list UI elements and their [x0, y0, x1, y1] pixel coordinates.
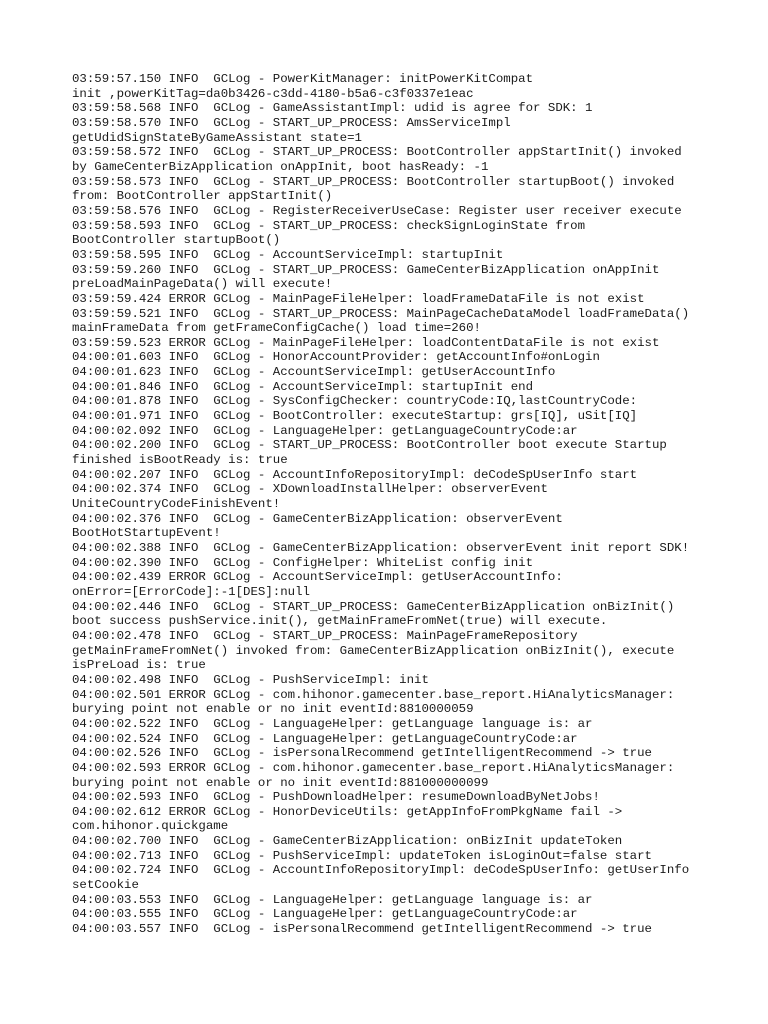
log-entry	[72, 263, 689, 292]
log-line: 04:00:02.522 INFO GCLog - LanguageHelper: getLanguage language is: ar	[72, 716, 593, 731]
log-line: 04:00:01.623 INFO GCLog - AccountServiceImpl: getUserAccountInfo	[72, 365, 556, 380]
log-line: 04:00:02.374 INFO GCLog - XDownloadInstallHelper: observerEvent	[72, 482, 548, 497]
log-line: 04:00:02.092 INFO GCLog - LanguageHelper: getLanguageCountryCode:ar	[72, 423, 578, 438]
log-line: 03:59:59.424 ERROR GCLog - MainPageFileHelper: loadFrameDataFile is not exist	[72, 291, 645, 306]
log-line: 03:59:57.150 INFO GCLog - PowerKitManager: initPowerKitCompat	[72, 72, 534, 86]
log-line: UniteCountryCodeFinishEvent!	[72, 497, 281, 512]
log-line: 04:00:02.700 INFO GCLog - GameCenterBizApplication: onBizInit updateToken	[72, 834, 623, 849]
log-line: 04:00:02.498 INFO GCLog - PushServiceImpl: init	[72, 672, 429, 687]
log-line: 04:00:02.612 ERROR GCLog - HonorDeviceUtils: getAppInfoFromPkgName fail ->	[72, 804, 623, 819]
log-line: 03:59:58.593 INFO GCLog - START_UP_PROCESS: checkSignLoginState from	[72, 218, 586, 233]
log-line: 03:59:58.570 INFO GCLog - START_UP_PROCESS: AmsServiceImpl	[72, 115, 511, 130]
log-line: 04:00:02.713 INFO GCLog - PushServiceImpl: updateToken isLoginOut=false start	[72, 848, 652, 863]
log-line: by GameCenterBizApplication onAppInit, boot hasReady: -1	[72, 159, 489, 174]
log-entry	[72, 761, 689, 790]
log-line: 04:00:02.439 ERROR GCLog - AccountServiceImpl: getUserAccountInfo:	[72, 570, 563, 585]
log-entry	[72, 849, 689, 864]
log-line: isPreLoad is: true	[72, 658, 206, 673]
log-entry	[72, 394, 689, 409]
log-entry	[72, 541, 689, 556]
log-entry	[72, 380, 689, 395]
log-line: finished isBootReady is: true	[72, 453, 288, 468]
log-line: 04:00:02.390 INFO GCLog - ConfigHelper: WhiteList config init	[72, 555, 534, 570]
log-line: 04:00:03.553 INFO GCLog - LanguageHelper: getLanguage language is: ar	[72, 892, 593, 907]
log-entry	[72, 204, 689, 219]
log-entry	[72, 673, 689, 688]
log-line: 04:00:01.846 INFO GCLog - AccountServiceImpl: startupInit end	[72, 379, 534, 394]
log-line: BootController startupBoot()	[72, 233, 281, 248]
log-entry	[72, 512, 689, 541]
log-entry	[72, 307, 689, 336]
log-entry	[72, 365, 689, 380]
log-line: 04:00:02.388 INFO GCLog - GameCenterBizApplication: observerEvent init report SDK!	[72, 541, 690, 555]
log-entry	[72, 922, 689, 937]
log-entry	[72, 732, 689, 747]
log-line: burying point not enable or no init eventId:8810000059	[72, 702, 474, 717]
log-line: 03:59:58.573 INFO GCLog - START_UP_PROCESS: BootController startupBoot() invoked	[72, 174, 675, 189]
log-line: 04:00:02.478 INFO GCLog - START_UP_PROCESS: MainPageFrameRepository	[72, 628, 578, 643]
log-line: 04:00:02.207 INFO GCLog - AccountInfoRepositoryImpl: deCodeSpUserInfo start	[72, 467, 638, 482]
log-entry	[72, 717, 689, 732]
log-line: burying point not enable or no init eventId:881000000099	[72, 775, 489, 790]
log-line: 03:59:59.521 INFO GCLog - START_UP_PROCESS: MainPageCacheDataModel loadFrameData()	[72, 306, 690, 321]
log-entry	[72, 805, 689, 834]
log-line: 04:00:02.200 INFO GCLog - START_UP_PROCESS: BootController boot execute Startup	[72, 438, 667, 453]
log-line: 04:00:03.557 INFO GCLog - isPersonalRecommend getIntelligentRecommend -> true	[72, 922, 652, 937]
log-line: 04:00:02.376 INFO GCLog - GameCenterBizApplication: observerEvent	[72, 511, 563, 526]
log-line: 03:59:58.595 INFO GCLog - AccountServiceImpl: startupInit	[72, 247, 504, 262]
log-entry	[72, 893, 689, 908]
log-entry	[72, 570, 689, 599]
log-line: setCookie	[72, 878, 139, 893]
log-output	[72, 72, 689, 937]
log-line: 03:59:59.523 ERROR GCLog - MainPageFileHelper: loadContentDataFile is not exist	[72, 335, 660, 350]
log-entry	[72, 863, 689, 892]
log-line: 03:59:59.260 INFO GCLog - START_UP_PROCESS: GameCenterBizApplication onAppInit	[72, 262, 660, 277]
log-entry	[72, 350, 689, 365]
log-entry	[72, 468, 689, 483]
log-entry	[72, 629, 689, 673]
log-entry	[72, 248, 689, 263]
log-entry	[72, 438, 689, 467]
log-line: BootHotStartupEvent!	[72, 526, 221, 541]
log-line: getMainFrameFromNet() invoked from: GameCenterBizApplication onBizInit(), execute	[72, 643, 675, 658]
log-entry	[72, 600, 689, 629]
log-line: 03:59:58.576 INFO GCLog - RegisterReceiverUseCase: Register user receiver execute	[72, 203, 682, 218]
log-entry	[72, 116, 689, 145]
log-entry	[72, 409, 689, 424]
log-line: init ,powerKitTag=da0b3426-c3dd-4180-b5a6-c3f0337e1eac	[72, 86, 474, 101]
log-line: getUdidSignStateByGameAssistant state=1	[72, 130, 362, 145]
log-line: com.hihonor.quickgame	[72, 819, 229, 834]
log-line: 04:00:01.878 INFO GCLog - SysConfigChecker: countryCode:IQ,lastCountryCode:	[72, 394, 638, 409]
log-line: mainFrameData from getFrameConfigCache() load time=260!	[72, 321, 481, 336]
log-line: 04:00:01.603 INFO GCLog - HonorAccountProvider: getAccountInfo#onLogin	[72, 350, 600, 365]
log-entry	[72, 834, 689, 849]
log-line: 03:59:58.572 INFO GCLog - START_UP_PROCESS: BootController appStartInit() invoked	[72, 145, 682, 160]
log-line: 04:00:02.501 ERROR GCLog - com.hihonor.gamecenter.base_report.HiAnalyticsManager:	[72, 687, 675, 702]
log-line: 04:00:02.446 INFO GCLog - START_UP_PROCESS: GameCenterBizApplication onBizInit()	[72, 599, 675, 614]
log-line: preLoadMainPageData() will execute!	[72, 277, 333, 292]
log-line: 04:00:01.971 INFO GCLog - BootController: executeStartup: grs[IQ], uSit[IQ]	[72, 409, 638, 424]
log-entry	[72, 145, 689, 174]
log-line: 04:00:02.524 INFO GCLog - LanguageHelper: getLanguageCountryCode:ar	[72, 731, 578, 746]
log-line: from: BootController appStartInit()	[72, 189, 333, 204]
log-entry	[72, 424, 689, 439]
log-line: 03:59:58.568 INFO GCLog - GameAssistantImpl: udid is agree for SDK: 1	[72, 101, 593, 116]
log-entry	[72, 688, 689, 717]
log-line: 04:00:02.526 INFO GCLog - isPersonalRecommend getIntelligentRecommend -> true	[72, 746, 652, 761]
log-line: 04:00:02.593 INFO GCLog - PushDownloadHelper: resumeDownloadByNetJobs!	[72, 790, 600, 805]
log-entry	[72, 72, 689, 101]
log-entry	[72, 790, 689, 805]
log-entry	[72, 482, 689, 511]
log-line: 04:00:03.555 INFO GCLog - LanguageHelper: getLanguageCountryCode:ar	[72, 907, 578, 922]
log-entry	[72, 336, 689, 351]
log-line: 04:00:02.593 ERROR GCLog - com.hihonor.gamecenter.base_report.HiAnalyticsManager:	[72, 760, 675, 775]
log-line: onError=[ErrorCode]:-1[DES]:null	[72, 584, 310, 599]
log-line: boot success pushService.init(), getMainFrameFromNet(true) will execute.	[72, 614, 608, 629]
log-entry	[72, 746, 689, 761]
log-entry	[72, 219, 689, 248]
log-entry	[72, 907, 689, 922]
log-entry	[72, 556, 689, 571]
log-line: 04:00:02.724 INFO GCLog - AccountInfoRepositoryImpl: deCodeSpUserInfo: getUserInfo	[72, 863, 690, 878]
log-entry	[72, 101, 689, 116]
log-entry	[72, 175, 689, 204]
log-entry	[72, 292, 689, 307]
